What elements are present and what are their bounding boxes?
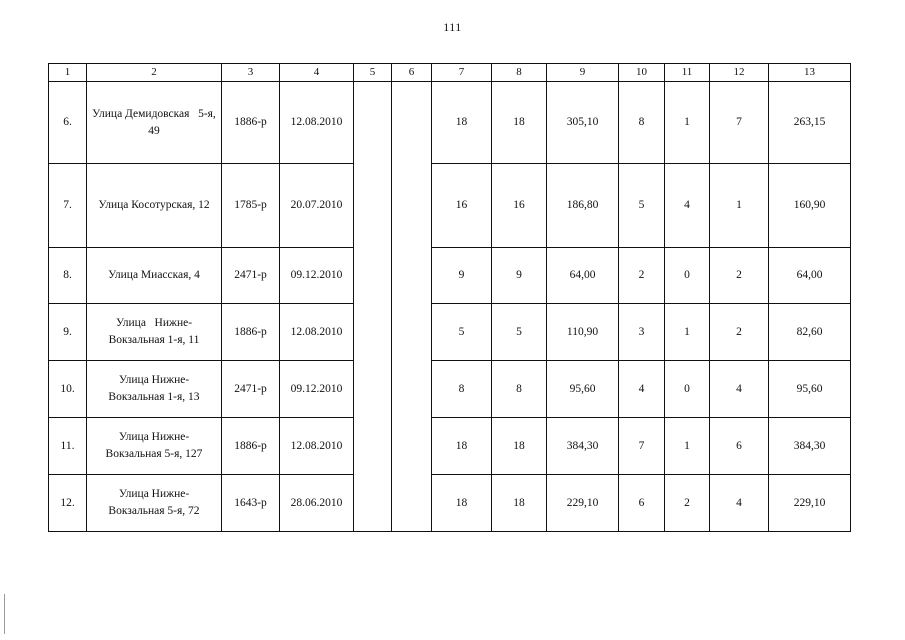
column-13-cell: 160,90 [769,164,851,248]
column-11-cell: 0 [665,361,710,418]
column-number-12: 12 [710,64,769,82]
address-cell [87,475,222,532]
column-12-cell: 7 [710,82,769,164]
address-line-1: Улица Нижне- [115,317,193,329]
column-12-cell: 2 [710,248,769,304]
table-row [49,248,851,304]
address-line-1: Улица Нижне- [118,374,190,386]
row-number-cell: 11. [49,418,87,475]
column-10-cell: 2 [619,248,665,304]
column-12-cell: 4 [710,361,769,418]
column-8-cell: 18 [492,418,547,475]
column-7-cell: 9 [432,248,492,304]
column-7-cell: 16 [432,164,492,248]
decree-date-cell: 12.08.2010 [280,82,354,164]
column-number-1: 1 [49,64,87,82]
column-number-9: 9 [547,64,619,82]
decree-date-cell: 09.12.2010 [280,361,354,418]
row-number-cell: 6. [49,82,87,164]
decree-number-cell: 2471-р [222,248,280,304]
column-10-cell: 5 [619,164,665,248]
column-12-cell: 2 [710,304,769,361]
address-line-1: Улица Косотурская, 12 [98,199,210,211]
column-8-cell: 8 [492,361,547,418]
table-row [49,164,851,248]
table-row [49,475,851,532]
column-10-cell: 6 [619,475,665,532]
column-number-6: 6 [392,64,432,82]
column-number-5: 5 [354,64,392,82]
address-cell [87,248,222,304]
row-number-cell: 8. [49,248,87,304]
housing-table [48,63,851,532]
column-13-cell: 384,30 [769,418,851,475]
row-number-cell: 7. [49,164,87,248]
column-11-cell: 2 [665,475,710,532]
column-9-cell: 95,60 [547,361,619,418]
column-6-cell [392,82,432,532]
column-7-cell: 5 [432,304,492,361]
decree-date-cell: 12.08.2010 [280,418,354,475]
column-9-cell: 229,10 [547,475,619,532]
column-8-cell: 16 [492,164,547,248]
address-line-2: Вокзальная 1-я, 13 [108,391,200,403]
address-cell [87,304,222,361]
column-10-cell: 7 [619,418,665,475]
address-cell [87,361,222,418]
column-12-cell: 1 [710,164,769,248]
row-number-cell: 10. [49,361,87,418]
column-13-cell: 82,60 [769,304,851,361]
column-8-cell: 18 [492,82,547,164]
row-number-cell: 9. [49,304,87,361]
decree-number-cell: 1785-р [222,164,280,248]
column-13-cell: 263,15 [769,82,851,164]
column-11-cell: 4 [665,164,710,248]
column-10-cell: 3 [619,304,665,361]
address-line-2: 49 [148,124,160,137]
decree-date-cell: 20.07.2010 [280,164,354,248]
row-number-cell: 12. [49,475,87,532]
table-row [49,361,851,418]
column-11-cell: 0 [665,248,710,304]
column-7-cell: 18 [432,475,492,532]
address-cell [87,164,222,248]
column-number-3: 3 [222,64,280,82]
column-13-cell: 64,00 [769,248,851,304]
column-number-11: 11 [665,64,710,82]
table-row [49,82,851,164]
address-cell [87,82,222,164]
decree-number-cell: 1886-р [222,304,280,361]
column-9-cell: 384,30 [547,418,619,475]
column-7-cell: 18 [432,82,492,164]
address-line-2: Вокзальная 1-я, 11 [108,334,200,346]
margin-mark [4,594,5,634]
column-number-row [49,64,851,82]
decree-number-cell: 1886-р [222,82,280,164]
decree-number-cell: 2471-р [222,361,280,418]
address-line-2: Вокзальная 5-я, 72 [108,505,200,517]
column-9-cell: 186,80 [547,164,619,248]
address-line-1: Улица Миасская, 4 [108,269,200,281]
address-cell [87,418,222,475]
column-5-cell [354,82,392,532]
address-line-1: Улица Демидовская 5-я, [92,107,216,120]
column-9-cell: 110,90 [547,304,619,361]
column-13-cell: 95,60 [769,361,851,418]
table-row [49,304,851,361]
decree-number-cell: 1643-р [222,475,280,532]
column-number-10: 10 [619,64,665,82]
column-number-8: 8 [492,64,547,82]
column-9-cell: 305,10 [547,82,619,164]
column-number-7: 7 [432,64,492,82]
column-11-cell: 1 [665,304,710,361]
decree-number-cell: 1886-р [222,418,280,475]
column-7-cell: 8 [432,361,492,418]
column-8-cell: 5 [492,304,547,361]
column-13-cell: 229,10 [769,475,851,532]
column-number-13: 13 [769,64,851,82]
column-10-cell: 4 [619,361,665,418]
address-line-2: Вокзальная 5-я, 127 [105,448,203,460]
address-line-1: Улица Нижне- [118,488,190,500]
page-number: 111 [443,20,462,34]
column-8-cell: 9 [492,248,547,304]
decree-date-cell: 12.08.2010 [280,304,354,361]
column-11-cell: 1 [665,82,710,164]
table-row [49,418,851,475]
column-7-cell: 18 [432,418,492,475]
decree-date-cell: 28.06.2010 [280,475,354,532]
column-9-cell: 64,00 [547,248,619,304]
column-12-cell: 4 [710,475,769,532]
column-12-cell: 6 [710,418,769,475]
column-number-4: 4 [280,64,354,82]
column-number-2: 2 [87,64,222,82]
address-line-1: Улица Нижне- [118,431,190,443]
decree-date-cell: 09.12.2010 [280,248,354,304]
column-10-cell: 8 [619,82,665,164]
column-8-cell: 18 [492,475,547,532]
column-11-cell: 1 [665,418,710,475]
